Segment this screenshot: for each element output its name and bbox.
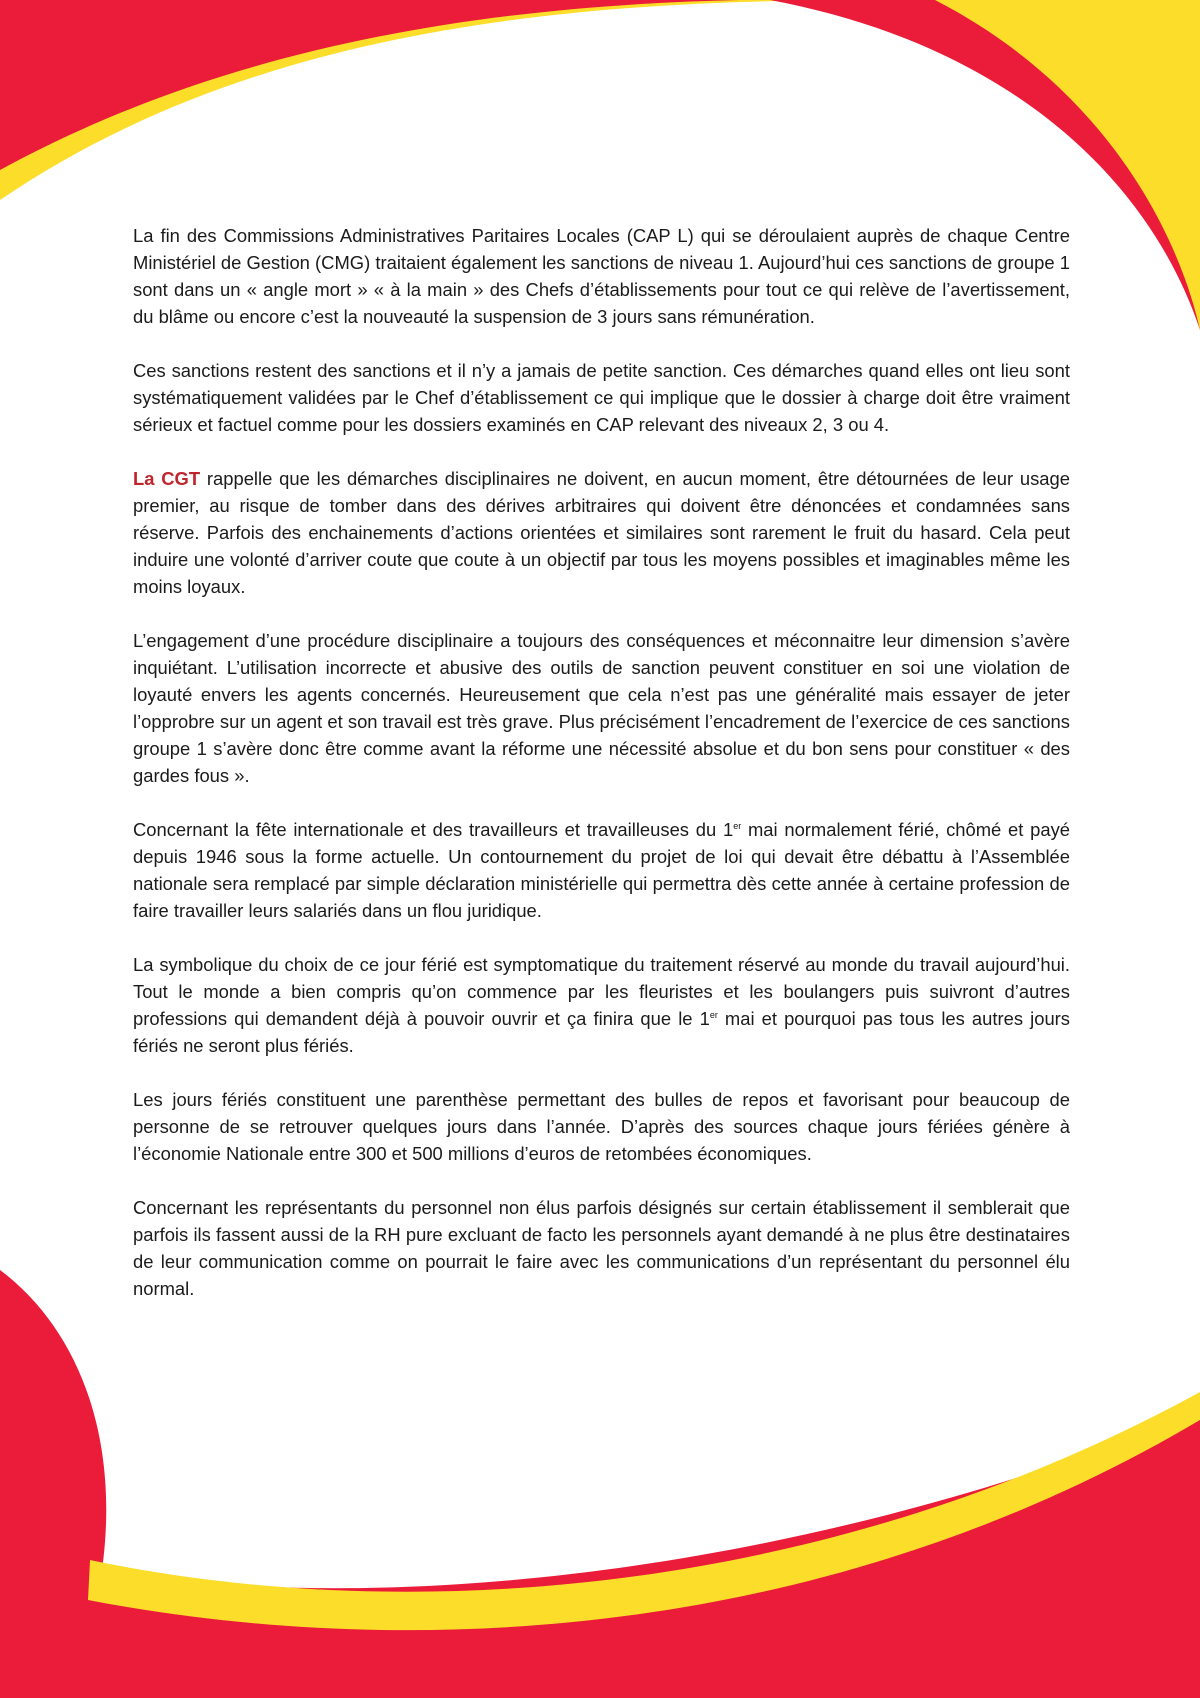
ordinal-suffix: er	[733, 820, 742, 831]
paragraph-text: La symbolique du choix de ce jour férié est symptomatique du traitement réservé au monde du travail aujourd’hui. Tout le monde a bien compris qu’on commence par les fleuristes et les boulangers puis suivront d’autres professions qui demandent déjà à pouvoir ouvrir et ça finira que le 1	[133, 954, 1070, 1029]
ordinal-suffix: er	[709, 1009, 718, 1020]
paragraph-procedure	[133, 627, 1070, 789]
paragraph-text: Concernant les représentants du personnel non élus parfois désignés sur certain établissement il semblerait que parfois ils fassent aussi de la RH pure excluant de facto les personnels ayant demandé à ne plus être destinataires de leur communication comme on pourrait le faire avec les communications d’un représentant du personnel élu normal.	[133, 1197, 1070, 1299]
cgt-highlight: La CGT	[133, 468, 201, 489]
paragraph-sanctions	[133, 357, 1070, 438]
paragraph-premier-mai	[133, 816, 1070, 924]
paragraph-text: La fin des Commissions Administratives Paritaires Locales (CAP L) qui se déroulaient auprès de chaque Centre Ministériel de Gestion (CMG) traitaient également les sanctions de niveau 1. Aujourd’hui ces sanctions de groupe 1 sont dans un « angle mort » « à la main » des Chefs d’établissements pour tout ce qui relève de l’avertissement, du blâme ou encore c’est la nouveauté la suspension de 3 jours sans rémunération.	[133, 225, 1070, 327]
paragraph-text: rappelle que les démarches disciplinaires ne doivent, en aucun moment, être détournées de leur usage premier, au risque de tomber dans des dérives arbitraires qui doivent être dénoncées et condamnées sans réserve. Parfois des enchainements d’actions orientées et similaires sont rarement le fruit du hasard. Cela peut induire une volonté d’arriver coute que coute à un objectif par tous les moyens possibles et imaginables même les moins loyaux.	[133, 468, 1070, 597]
paragraph-text: mai et pourquoi pas tous les autres jours fériés ne seront plus fériés.	[133, 1008, 1070, 1056]
paragraph-text: Ces sanctions restent des sanctions et il n’y a jamais de petite sanction. Ces démarches quand elles ont lieu sont systématiquement validées par le Chef d’établissement ce qui implique que le dossier à charge doit être vraiment sérieux et factuel comme pour les dossiers examinés en CAP relevant des niveaux 2, 3 ou 4.	[133, 360, 1070, 435]
paragraph-cgt	[133, 465, 1070, 600]
paragraph-symbolique	[133, 951, 1070, 1059]
paragraph-text: Les jours fériés constituent une parenthèse permettant des bulles de repos et favorisant pour beaucoup de personne de se retrouver quelques jours dans l’année. D’après des sources chaque jours fériées génère à l’économie Nationale entre 300 et 500 millions d’euros de retombées économiques.	[133, 1089, 1070, 1164]
article-body	[133, 222, 1070, 1329]
paragraph-text: L’engagement d’une procédure disciplinaire a toujours des conséquences et méconnaitre leur dimension s’avère inquiétant. L’utilisation incorrecte et abusive des outils de sanction peuvent constituer en soi une violation de loyauté envers les agents concernés. Heureusement que cela n’est pas une généralité mais essayer de jeter l’opprobre sur un agent et son travail est très grave. Plus précisément l’encadrement de l’exercice de ces sanctions groupe 1 s’avère donc être comme avant la réforme une nécessité absolue et du bon sens pour constituer « des gardes fous ».	[133, 630, 1070, 786]
paragraph-representants	[133, 1194, 1070, 1302]
paragraph-cap-l	[133, 222, 1070, 330]
paragraph-jours-feries	[133, 1086, 1070, 1167]
paragraph-text: Concernant la fête internationale et des travailleurs et travailleuses du 1	[133, 819, 734, 840]
paragraph-text: mai normalement férié, chômé et payé depuis 1946 sous la forme actuelle. Un contournement du projet de loi qui devait être débattu à l’Assemblée nationale sera remplacé par simple déclaration ministérielle qui permettra dès cette année à certaine profession de faire travailler leurs salariés dans un flou juridique.	[133, 819, 1070, 921]
